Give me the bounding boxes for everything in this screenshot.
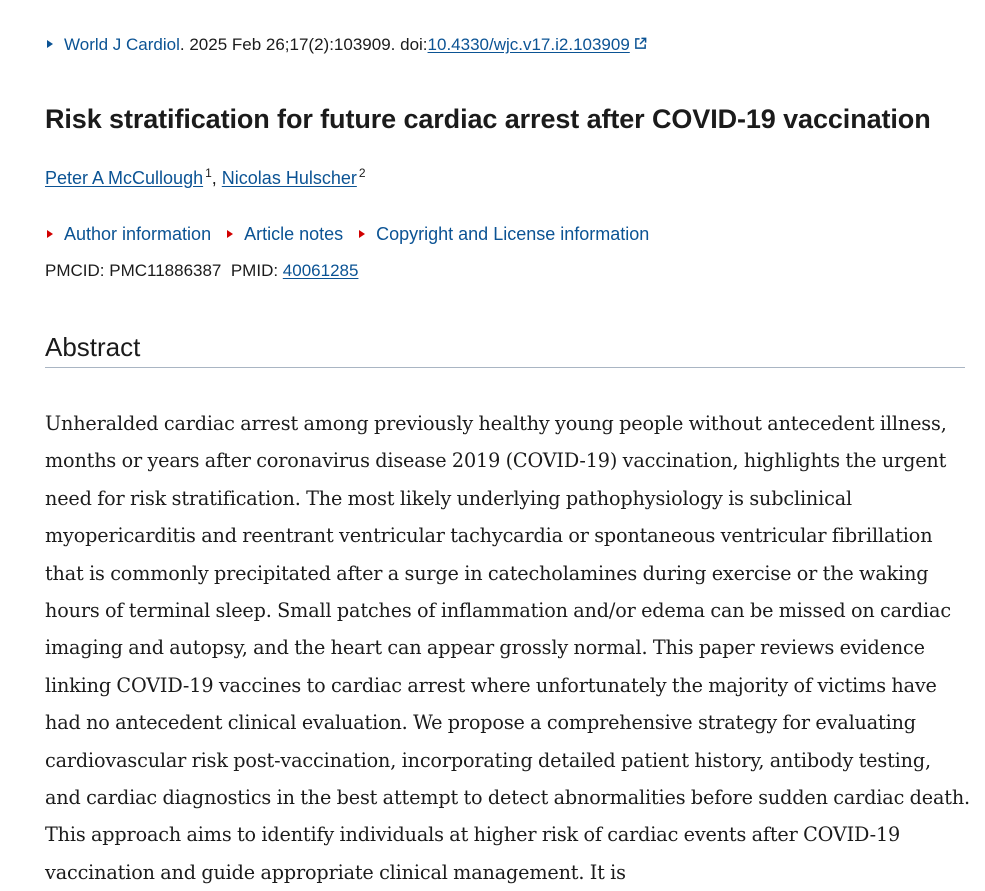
- pmid-link[interactable]: 40061285: [282, 261, 359, 280]
- journal-link[interactable]: World J Cardiol: [64, 35, 180, 54]
- abstract-heading: Abstract: [45, 332, 965, 368]
- author-information-toggle[interactable]: [47, 224, 211, 245]
- copyright-license-toggle[interactable]: [359, 224, 649, 245]
- article-identifiers: [45, 261, 358, 281]
- triangle-right-icon: [359, 230, 365, 238]
- toggle-label[interactable]: Article notes: [244, 224, 344, 244]
- toggle-label[interactable]: Copyright and License information: [376, 224, 650, 244]
- citation-line: [47, 35, 647, 55]
- article-notes-toggle[interactable]: [227, 224, 343, 245]
- article-info-toggles: [47, 224, 665, 245]
- toggle-label[interactable]: Author information: [64, 224, 212, 244]
- external-link-icon[interactable]: [634, 35, 647, 55]
- abstract-text: Unheralded cardiac arrest among previously healthy young people without antecedent illness, months or years after coronavirus disease 2019 (COVID-19) vaccination, highlights the urgent need for risk stratification. The most likely underlying pathophysiology is subclinical myopericarditis and reentrant ventricular tachycardia or spontaneous ventricular fibrillation that is commonly precipitated after a surge in catecholamines during exercise or the waking hours of terminal sleep. Small patches of inflammation and/or edema can be missed on cardiac imaging and autopsy, and the heart can appear grossly normal. This paper reviews evidence linking COVID-19 vaccines to cardiac arrest where unfortunately the majority of victims have had no antecedent clinical evaluation. We propose a comprehensive strategy for evaluating cardiovascular risk post-vaccination, incorporating detailed patient history, antibody testing, and cardiac diagnostics in the best attempt to detect abnormalities before sudden cardiac death. This approach aims to identify individuals at higher risk of cardiac events after COVID-19 vaccination and guide appropriate clinical management. It is: [45, 412, 970, 884]
- citation-details: . 2025 Feb 26;17(2):103909. doi:: [179, 35, 428, 54]
- article-title: Risk stratification for future cardiac arrest after COVID-19 vaccination: [45, 104, 931, 134]
- triangle-right-icon: [227, 230, 233, 238]
- author-link[interactable]: Peter A McCullough: [45, 168, 204, 188]
- author-affiliation[interactable]: 2: [358, 166, 366, 180]
- author-link[interactable]: Nicolas Hulscher: [221, 168, 357, 188]
- triangle-right-icon: [47, 230, 53, 238]
- pmid-label: PMID:: [230, 261, 283, 280]
- citation-toggle-icon[interactable]: [47, 40, 53, 48]
- author-affiliation[interactable]: 1: [205, 166, 212, 180]
- author-list: Peter A McCullough $^1$, Nicolas Hulscher $^2$: [45, 166, 366, 188]
- pmcid-value: PMC11886387: [109, 261, 222, 280]
- doi-link[interactable]: 10.4330/wjc.v17.i2.103909: [427, 35, 630, 54]
- pmcid-label: PMCID:: [45, 261, 110, 280]
